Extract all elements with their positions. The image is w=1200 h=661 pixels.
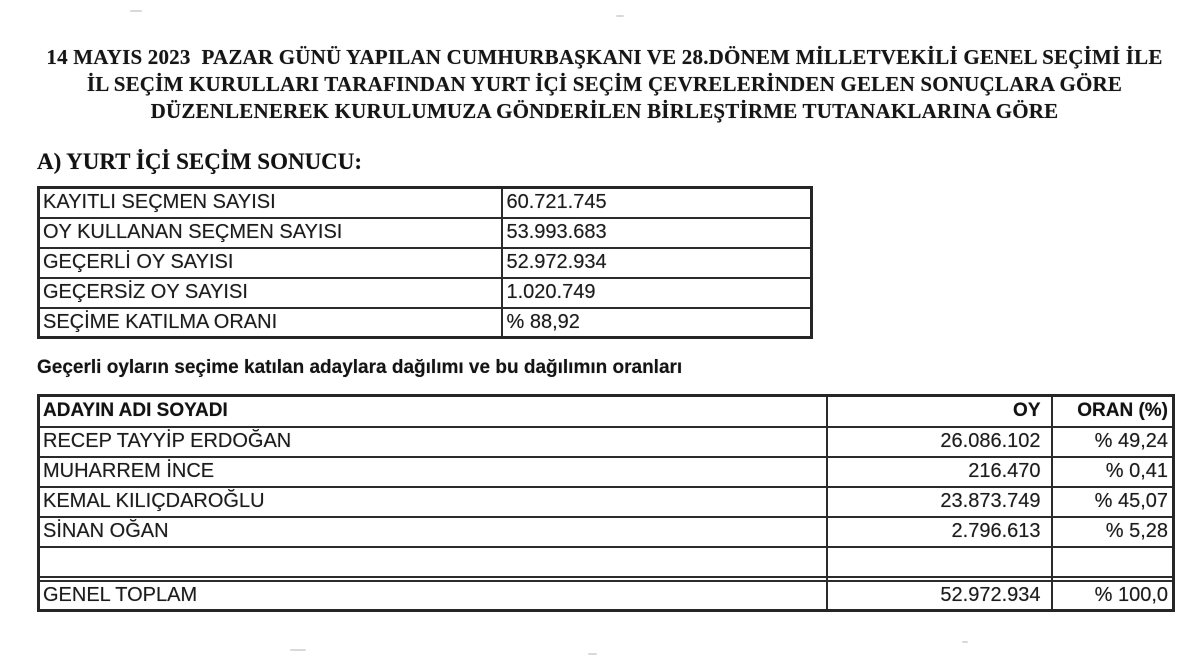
candidate-votes-cell: 2.796.613 bbox=[827, 517, 1052, 547]
distribution-caption: Geçerli oyların seçime katılan adaylara dağılımı ve bu dağılımın oranları bbox=[37, 357, 683, 378]
summary-row bbox=[39, 188, 812, 218]
header-line-3: DÜZENLENEREK KURULUMUZA GÖNDERİLEN BİRLEŞTİRME TUTANAKLARINA GÖRE bbox=[150, 99, 1059, 123]
header-line-1: 14 MAYIS 2023 PAZAR GÜNÜ YAPILAN CUMHURBAŞKANI VE 28.DÖNEM MİLLETVEKİLİ GENEL SEÇİMİ İLE bbox=[46, 45, 1163, 69]
candidate-row bbox=[39, 547, 1174, 577]
candidate-share-cell: % 5,28 bbox=[1052, 517, 1174, 547]
summary-value-cell: 1.020.749 bbox=[502, 278, 812, 308]
summary-row bbox=[39, 308, 812, 338]
candidate-name-cell: KEMAL KILIÇDAROĞLU bbox=[39, 487, 827, 517]
summary-row bbox=[39, 248, 812, 278]
total-label-cell: GENEL TOPLAM bbox=[39, 581, 827, 611]
summary-value-cell: 60.721.745 bbox=[502, 188, 812, 218]
grand-total-row bbox=[39, 581, 1174, 611]
summary-label-cell: SEÇİME KATILMA ORANI bbox=[39, 308, 502, 338]
scan-artifact bbox=[962, 641, 968, 643]
candidate-votes-cell bbox=[827, 547, 1052, 577]
col-header-votes: OY bbox=[827, 396, 1052, 427]
section-a-title: A) YURT İÇİ SEÇİM SONUCU: bbox=[37, 149, 363, 174]
candidate-share-cell: % 45,07 bbox=[1052, 487, 1174, 517]
summary-label-cell: GEÇERLİ OY SAYISI bbox=[39, 248, 502, 278]
candidate-votes-cell: 26.086.102 bbox=[827, 427, 1052, 457]
candidate-row bbox=[39, 457, 1174, 487]
summary-row bbox=[39, 218, 812, 248]
summary-value-cell: 52.972.934 bbox=[502, 248, 812, 278]
candidates-table bbox=[37, 394, 1175, 612]
total-share-cell: % 100,0 bbox=[1052, 581, 1174, 611]
summary-label-cell: KAYITLI SEÇMEN SAYISI bbox=[39, 188, 502, 218]
scan-artifact bbox=[588, 653, 597, 655]
candidate-name-cell: RECEP TAYYİP ERDOĞAN bbox=[39, 427, 827, 457]
summary-row bbox=[39, 278, 812, 308]
candidate-votes-cell: 23.873.749 bbox=[827, 487, 1052, 517]
summary-label-cell: GEÇERSİZ OY SAYISI bbox=[39, 278, 502, 308]
candidate-votes-cell: 216.470 bbox=[827, 457, 1052, 487]
candidate-name-cell: SİNAN OĞAN bbox=[39, 517, 827, 547]
candidate-name-cell bbox=[39, 547, 827, 577]
candidate-share-cell: % 0,41 bbox=[1052, 457, 1174, 487]
candidate-row bbox=[39, 487, 1174, 517]
total-votes-cell: 52.972.934 bbox=[827, 581, 1052, 611]
candidate-row bbox=[39, 517, 1174, 547]
summary-value-cell: % 88,92 bbox=[502, 308, 812, 338]
summary-value-cell: 53.993.683 bbox=[502, 218, 812, 248]
summary-label-cell: OY KULLANAN SEÇMEN SAYISI bbox=[39, 218, 502, 248]
summary-table bbox=[37, 186, 813, 339]
col-header-share: ORAN (%) bbox=[1052, 396, 1174, 427]
document-header bbox=[37, 44, 1172, 125]
candidate-row bbox=[39, 427, 1174, 457]
scan-artifact bbox=[290, 649, 306, 651]
header-line-2: İL SEÇİM KURULLARI TARAFINDAN YURT İÇİ SEÇİM ÇEVRELERİNDEN GELEN SONUÇLARA GÖRE bbox=[86, 72, 1123, 96]
col-header-candidate-name: ADAYIN ADI SOYADI bbox=[39, 396, 827, 427]
scan-artifact bbox=[616, 15, 624, 17]
candidates-header-row bbox=[39, 396, 1174, 427]
candidate-share-cell: % 49,24 bbox=[1052, 427, 1174, 457]
candidate-name-cell: MUHARREM İNCE bbox=[39, 457, 827, 487]
candidate-share-cell bbox=[1052, 547, 1174, 577]
scan-artifact bbox=[130, 10, 142, 12]
